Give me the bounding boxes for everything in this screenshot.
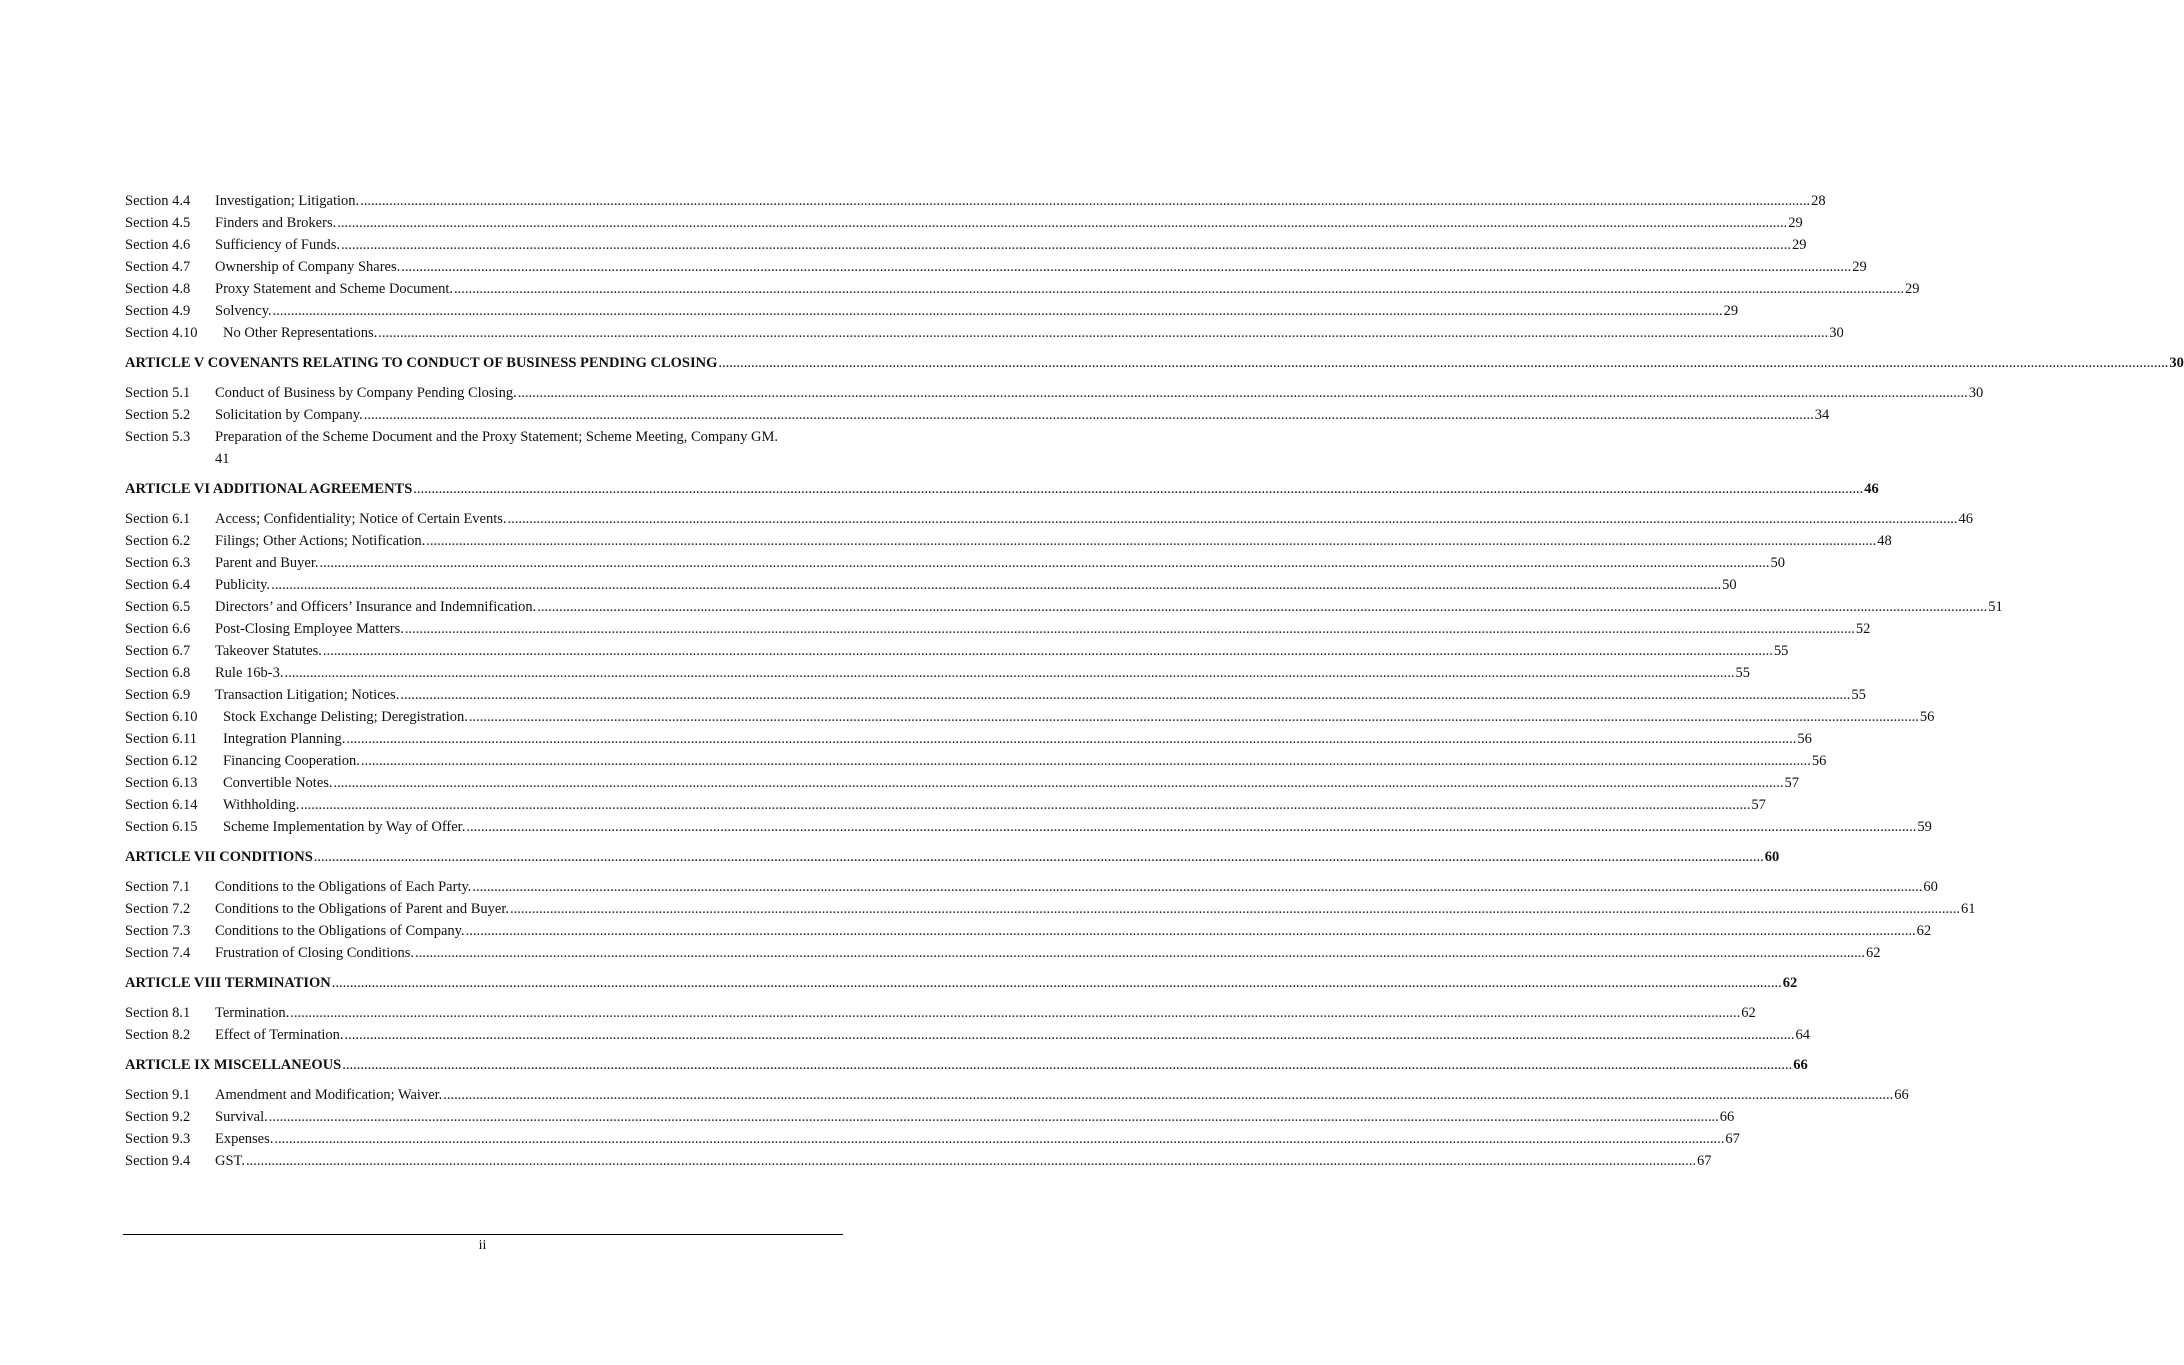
- section-title: Preparation of the Scheme Document and the Proxy Statement; Scheme Meeting, Company GM.: [215, 429, 778, 445]
- footer-divider: [123, 1234, 843, 1235]
- section-page-number: 48: [1877, 533, 1892, 549]
- toc-section-entry[interactable]: [125, 212, 1803, 234]
- dot-leader: ................................................................................................................................................................................................................................................................................................................................................................................................................: [466, 819, 1917, 835]
- dot-leader: ................................................................................................................................................................................................................................................................................................................................................................................................................: [341, 237, 1791, 253]
- article-page-number: 66: [1793, 1057, 1808, 1073]
- toc-section-entry[interactable]: [125, 508, 1974, 530]
- article-title: ARTICLE IX MISCELLANEOUS: [125, 1057, 342, 1073]
- section-page-number: 57: [1751, 797, 1766, 813]
- section-title: Withholding.: [223, 797, 300, 813]
- section-number: Section 4.4: [125, 193, 191, 209]
- section-title: Proxy Statement and Scheme Document.: [215, 281, 453, 297]
- section-number: Section 6.8: [125, 665, 191, 681]
- dot-leader: ................................................................................................................................................................................................................................................................................................................................................................................................................: [507, 511, 1958, 527]
- section-page-number: 29: [1852, 259, 1867, 275]
- section-number: Section 9.1: [125, 1087, 191, 1103]
- section-number: Section 6.9: [125, 687, 191, 703]
- section-number: Section 6.4: [125, 577, 191, 593]
- section-number: Section 6.12: [125, 753, 198, 769]
- section-title: Post-Closing Employee Matters.: [215, 621, 404, 637]
- section-title: Finders and Brokers.: [215, 215, 337, 231]
- toc-section-entry[interactable]: [125, 1024, 1811, 1046]
- toc-section-entry[interactable]: [125, 1128, 1740, 1150]
- dot-leader: ................................................................................................................................................................................................................................................................................................................................................................................................................: [415, 945, 1865, 961]
- section-title: Transaction Litigation; Notices.: [215, 687, 400, 703]
- toc-article-entry[interactable]: [125, 478, 1879, 500]
- section-title: Rule 16b-3.: [215, 665, 284, 681]
- section-title: Integration Planning.: [223, 731, 346, 747]
- toc-section-entry[interactable]: [125, 920, 1932, 942]
- section-page-number: 55: [1773, 643, 1789, 659]
- section-title: Solvency.: [215, 303, 272, 319]
- section-number: Section 5.3: [125, 429, 191, 445]
- section-title: Conditions to the Obligations of Each Party.: [215, 879, 472, 895]
- article-title: ARTICLE VII CONDITIONS: [125, 849, 313, 865]
- dot-leader: ................................................................................................................................................................................................................................................................................................................................................................................................................: [400, 687, 1851, 703]
- dot-leader: ................................................................................................................................................................................................................................................................................................................................................................................................................: [426, 533, 1877, 549]
- section-title: Conduct of Business by Company Pending Closing.: [215, 385, 517, 401]
- toc-section-entry[interactable]: [125, 322, 1844, 344]
- section-number: Section 6.10: [125, 709, 198, 725]
- section-title: Amendment and Modification; Waiver.: [215, 1087, 443, 1103]
- section-title: Access; Confidentiality; Notice of Certain Events.: [215, 511, 507, 527]
- article-page-number: 62: [1782, 975, 1798, 991]
- toc-article-entry[interactable]: [125, 1054, 1808, 1076]
- article-title: ARTICLE VIII TERMINATION: [125, 975, 331, 991]
- section-page-number: 29: [1723, 303, 1739, 319]
- dot-leader: ................................................................................................................................................................................................................................................................................................................................................................................................................: [413, 481, 1864, 497]
- toc-section-entry[interactable]: [125, 530, 1892, 552]
- dot-leader: ................................................................................................................................................................................................................................................................................................................................................................................................................: [272, 303, 1723, 319]
- toc-section-entry[interactable]: [125, 426, 840, 470]
- section-number: Section 4.6: [125, 237, 191, 253]
- section-page-number: 55: [1851, 687, 1866, 703]
- page-number: ii: [478, 1238, 487, 1253]
- section-title: Scheme Implementation by Way of Offer.: [223, 819, 466, 835]
- section-number: Section 7.2: [125, 901, 191, 917]
- toc-section-entry[interactable]: [125, 574, 1737, 596]
- section-number: Section 6.3: [125, 555, 191, 571]
- section-number: Section 7.4: [125, 945, 191, 961]
- section-page-number: 56: [1919, 709, 1935, 725]
- toc-section-entry[interactable]: [125, 190, 1826, 212]
- dot-leader: ................................................................................................................................................................................................................................................................................................................................................................................................................: [274, 1131, 1725, 1147]
- section-title: Frustration of Closing Conditions.: [215, 945, 414, 961]
- toc-section-entry[interactable]: [125, 640, 1789, 662]
- section-number: Section 6.13: [125, 775, 198, 791]
- section-number: Section 6.5: [125, 599, 191, 615]
- dot-leader: ................................................................................................................................................................................................................................................................................................................................................................................................................: [363, 407, 1814, 423]
- section-page-number: 29: [1792, 237, 1807, 253]
- section-number: Section 9.3: [125, 1131, 191, 1147]
- section-title: Conditions to the Obligations of Parent and Buyer.: [215, 901, 510, 917]
- section-title-wrap: [215, 426, 840, 470]
- dot-leader: ................................................................................................................................................................................................................................................................................................................................................................................................................: [360, 193, 1811, 209]
- dot-leader: ................................................................................................................................................................................................................................................................................................................................................................................................................: [537, 599, 1988, 615]
- section-page-number: 52: [1855, 621, 1871, 637]
- section-number: Section 4.8: [125, 281, 191, 297]
- section-number: Section 7.1: [125, 879, 191, 895]
- section-title: Effect of Termination.: [215, 1027, 344, 1043]
- article-title: ARTICLE V COVENANTS RELATING TO CONDUCT OF BUSINESS PENDING CLOSING: [125, 355, 718, 371]
- toc-section-entry[interactable]: [125, 1002, 1756, 1024]
- toc-section-entry[interactable]: [125, 876, 1938, 898]
- dot-leader: ................................................................................................................................................................................................................................................................................................................................................................................................................: [401, 259, 1852, 275]
- toc-section-entry[interactable]: [125, 1150, 1712, 1172]
- section-page-number: 61: [1961, 901, 1976, 917]
- section-page-number: 50: [1770, 555, 1785, 571]
- section-number: Section 5.2: [125, 407, 191, 423]
- dot-leader: ................................................................................................................................................................................................................................................................................................................................................................................................................: [360, 753, 1811, 769]
- section-title: No Other Representations.: [223, 325, 378, 341]
- toc-section-entry[interactable]: [125, 618, 1871, 640]
- dot-leader: ................................................................................................................................................................................................................................................................................................................................................................................................................: [378, 325, 1829, 341]
- section-number: Section 8.1: [125, 1005, 191, 1021]
- article-page-number: 46: [1864, 481, 1879, 497]
- section-page-number: 67: [1725, 1131, 1740, 1147]
- section-number: Section 8.2: [125, 1027, 191, 1043]
- toc-section-entry[interactable]: [125, 772, 1800, 794]
- section-page-number: 67: [1696, 1153, 1712, 1169]
- dot-leader: ................................................................................................................................................................................................................................................................................................................................................................................................................: [300, 797, 1751, 813]
- section-title: Survival.: [215, 1109, 268, 1125]
- dot-leader: ................................................................................................................................................................................................................................................................................................................................................................................................................: [346, 731, 1797, 747]
- toc-section-entry[interactable]: [125, 684, 1866, 706]
- section-page-number: 34: [1814, 407, 1830, 423]
- section-page-number: 30: [1829, 325, 1844, 341]
- section-number: Section 6.7: [125, 643, 191, 659]
- section-title: Filings; Other Actions; Notification.: [215, 533, 426, 549]
- section-title: Termination.: [215, 1005, 290, 1021]
- section-number: Section 9.2: [125, 1109, 191, 1125]
- section-title: Convertible Notes.: [223, 775, 333, 791]
- dot-leader: ................................................................................................................................................................................................................................................................................................................................................................................................................: [331, 975, 1782, 991]
- section-number: Section 4.7: [125, 259, 191, 275]
- dot-leader: ................................................................................................................................................................................................................................................................................................................................................................................................................: [333, 775, 1784, 791]
- section-title: Parent and Buyer.: [215, 555, 319, 571]
- section-page-number: 62: [1916, 923, 1932, 939]
- table-of-contents: [125, 190, 2184, 1172]
- toc-section-entry[interactable]: [125, 234, 1807, 256]
- section-number: Section 6.15: [125, 819, 198, 835]
- dot-leader: ................................................................................................................................................................................................................................................................................................................................................................................................................: [404, 621, 1855, 637]
- section-number: Section 6.11: [125, 731, 197, 747]
- dot-leader: ................................................................................................................................................................................................................................................................................................................................................................................................................: [344, 1027, 1795, 1043]
- toc-section-entry[interactable]: [125, 404, 1830, 426]
- section-number: Section 6.1: [125, 511, 191, 527]
- dot-leader: ................................................................................................................................................................................................................................................................................................................................................................................................................: [284, 665, 1735, 681]
- section-page-number: 55: [1735, 665, 1750, 681]
- section-number: Section 6.6: [125, 621, 191, 637]
- section-title: Expenses.: [215, 1131, 274, 1147]
- toc-section-entry[interactable]: [125, 1084, 1909, 1106]
- toc-section-entry[interactable]: [125, 750, 1827, 772]
- toc-section-entry[interactable]: [125, 596, 2003, 618]
- dot-leader: ................................................................................................................................................................................................................................................................................................................................................................................................................: [454, 281, 1904, 297]
- section-title: Sufficiency of Funds.: [215, 237, 340, 253]
- section-page-number: 64: [1795, 1027, 1811, 1043]
- section-page-number: 60: [1923, 879, 1938, 895]
- dot-leader: ................................................................................................................................................................................................................................................................................................................................................................................................................: [268, 1109, 1719, 1125]
- article-title: ARTICLE VI ADDITIONAL AGREEMENTS: [125, 481, 413, 497]
- section-page-number: 56: [1797, 731, 1812, 747]
- dot-leader: ................................................................................................................................................................................................................................................................................................................................................................................................................: [245, 1153, 1696, 1169]
- section-page-number: 66: [1894, 1087, 1909, 1103]
- section-page-number: 51: [1988, 599, 2003, 615]
- article-page-number: 60: [1764, 849, 1780, 865]
- section-page-number: 66: [1719, 1109, 1735, 1125]
- section-page-number: 46: [1958, 511, 1974, 527]
- section-title: Publicity.: [215, 577, 271, 593]
- dot-leader: ................................................................................................................................................................................................................................................................................................................................................................................................................: [313, 849, 1764, 865]
- toc-article-entry[interactable]: [125, 352, 2184, 374]
- article-page-number: 30: [2169, 355, 2184, 371]
- toc-section-entry[interactable]: [125, 278, 1920, 300]
- section-number: Section 5.1: [125, 385, 191, 401]
- section-number: Section 7.3: [125, 923, 191, 939]
- section-title: Conditions to the Obligations of Company.: [215, 923, 465, 939]
- toc-section-entry[interactable]: [125, 728, 1812, 750]
- section-number: Section 4.10: [125, 325, 198, 341]
- toc-section-entry[interactable]: [125, 942, 1881, 964]
- dot-leader: ................................................................................................................................................................................................................................................................................................................................................................................................................: [322, 643, 1773, 659]
- dot-leader: ................................................................................................................................................................................................................................................................................................................................................................................................................: [468, 709, 1919, 725]
- dot-leader: ................................................................................................................................................................................................................................................................................................................................................................................................................: [718, 355, 2169, 371]
- section-page-number: 62: [1866, 945, 1881, 961]
- section-title: Financing Cooperation.: [223, 753, 360, 769]
- toc-section-entry[interactable]: [125, 816, 1932, 838]
- dot-leader: ................................................................................................................................................................................................................................................................................................................................................................................................................: [319, 555, 1770, 571]
- section-title: Directors’ and Officers’ Insurance and Indemnification.: [215, 599, 537, 615]
- section-page-number: 56: [1811, 753, 1827, 769]
- toc-section-entry[interactable]: [125, 794, 1766, 816]
- dot-leader: ................................................................................................................................................................................................................................................................................................................................................................................................................: [443, 1087, 1894, 1103]
- dot-leader: ................................................................................................................................................................................................................................................................................................................................................................................................................: [510, 901, 1961, 917]
- toc-section-entry[interactable]: [125, 1106, 1735, 1128]
- section-number: Section 4.5: [125, 215, 191, 231]
- section-page-number: 59: [1917, 819, 1932, 835]
- dot-leader: ................................................................................................................................................................................................................................................................................................................................................................................................................: [517, 385, 1968, 401]
- dot-leader: ................................................................................................................................................................................................................................................................................................................................................................................................................: [290, 1005, 1741, 1021]
- section-number: Section 4.9: [125, 303, 191, 319]
- section-page-number: 50: [1722, 577, 1737, 593]
- section-page-number: 41: [215, 451, 230, 467]
- toc-section-entry[interactable]: [125, 552, 1785, 574]
- section-page-number: 28: [1811, 193, 1826, 209]
- toc-section-entry[interactable]: [125, 706, 1935, 728]
- section-page-number: 29: [1788, 215, 1803, 231]
- section-title: Investigation; Litigation.: [215, 193, 360, 209]
- toc-section-entry[interactable]: [125, 300, 1739, 322]
- section-title: Ownership of Company Shares.: [215, 259, 401, 275]
- section-page-number: 29: [1905, 281, 1920, 297]
- section-page-number: 30: [1968, 385, 1984, 401]
- toc-section-entry[interactable]: [125, 898, 1976, 920]
- section-title: GST.: [215, 1153, 245, 1169]
- toc-article-entry[interactable]: [125, 846, 1780, 868]
- section-page-number: 62: [1741, 1005, 1756, 1021]
- section-title: Stock Exchange Delisting; Deregistration.: [223, 709, 468, 725]
- toc-section-entry[interactable]: [125, 382, 1984, 404]
- dot-leader: ................................................................................................................................................................................................................................................................................................................................................................................................................: [342, 1057, 1793, 1073]
- toc-section-entry[interactable]: [125, 256, 1867, 278]
- toc-article-entry[interactable]: [125, 972, 1798, 994]
- section-number: Section 6.2: [125, 533, 191, 549]
- section-number: Section 9.4: [125, 1153, 191, 1169]
- dot-leader: ................................................................................................................................................................................................................................................................................................................................................................................................................: [337, 215, 1788, 231]
- dot-leader: ................................................................................................................................................................................................................................................................................................................................................................................................................: [465, 923, 1916, 939]
- section-number: Section 6.14: [125, 797, 198, 813]
- dot-leader: ................................................................................................................................................................................................................................................................................................................................................................................................................: [271, 577, 1722, 593]
- section-title: Takeover Statutes.: [215, 643, 322, 659]
- section-page-number: 57: [1784, 775, 1800, 791]
- toc-section-entry[interactable]: [125, 662, 1750, 684]
- dot-leader: ................................................................................................................................................................................................................................................................................................................................................................................................................: [472, 879, 1923, 895]
- section-title: Solicitation by Company.: [215, 407, 363, 423]
